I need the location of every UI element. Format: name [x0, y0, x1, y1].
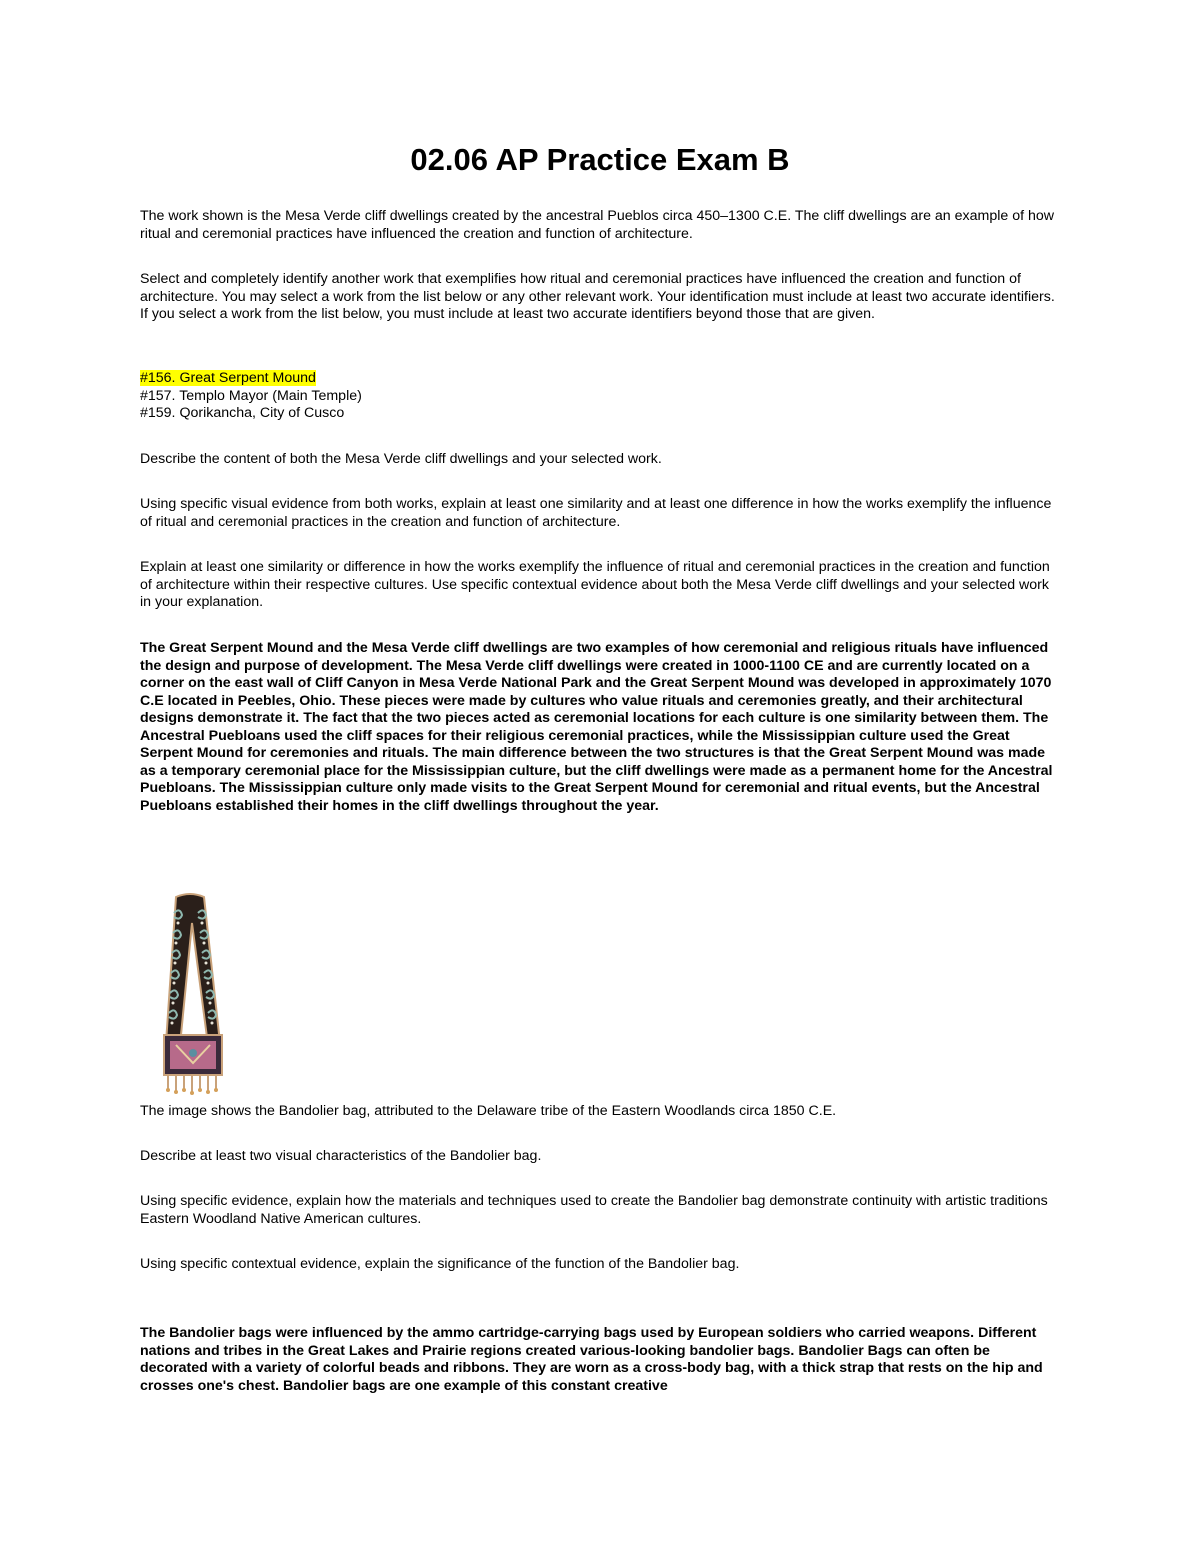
image-caption: The image shows the Bandolier bag, attributed to the Delaware tribe of the Eastern Woodlands circa 1850 C.E. — [140, 1103, 837, 1119]
question-function-significance: Using specific contextual evidence, explain the significance of the function of the Bandolier bag. — [140, 1256, 740, 1272]
answer-architecture: The Great Serpent Mound and the Mesa Verde cliff dwellings are two examples of how ceremonial and religious rituals have influenced the design and purpose of development. The Mesa Verde cliff dwellings were created in 1000-1100 CE and are currently located on a corner on the east wall of Cliff Canyon in Mesa Verde National Park and the Great Serpent Mound was developed in approximately 1070 C.E located in Peebles, Ohio. These pieces were made by cultures who value rituals and ceremonies greatly, and their architectural designs demonstrate it. The fact that the two pieces acted as ceremonial locations for each culture is one similarity between them. The Ancestral Puebloans used the cliff spaces for their religious ceremonial practices, while the Mississippian culture used the Great Serpent Mound for ceremonies and rituals. The main difference between the two structures is that the Great Serpent Mound was made as a temporary ceremonial place for the Mississippian culture, but the cliff dwellings were made as a permanent home for the Ancestral Puebloans. The Mississippian culture only made visits to the Great Serpent Mound for ceremonial and ritual events, but the Ancestral Puebloans established their homes in the cliff dwellings throughout the year. — [140, 640, 1053, 814]
question-visual-evidence: Using specific visual evidence from both works, explain at least one similarity and at least one difference in how the works exemplify the influence of ritual and ceremonial practices in the creation and function of architecture. — [140, 496, 1052, 530]
page-title: 02.06 AP Practice Exam B — [410, 142, 790, 177]
instruction-paragraph: Select and completely identify another work that exemplifies how ritual and ceremonial practices have influenced the creation and function of architecture. You may select a work from the list below or any other relevant work. Your identification must include at least two accurate identifiers. If you select a work from the list below, you must include at least two accurate identifiers beyond those that are given. — [140, 271, 1055, 322]
question-describe-content: Describe the content of both the Mesa Verde cliff dwellings and your selected work. — [140, 451, 662, 467]
list-item — [140, 370, 1060, 388]
list-item: #157. Templo Mayor (Main Temple) — [140, 387, 362, 404]
question-visual-characteristics: Describe at least two visual characteristics of the Bandolier bag. — [140, 1148, 542, 1164]
answer-bandolier: The Bandolier bags were influenced by the ammo cartridge-carrying bags used by European soldiers who carried weapons. Different nations and tribes in the Great Lakes and Prairie regions created various-looking bandolier bags. Bandolier Bags can often be decorated with a variety of colorful beads and ribbons. They are worn as a cross-body bag, with a thick strap that rests on the hip and crosses one's chest. Bandolier bags are one example of this constant creative — [140, 1325, 1043, 1394]
bandolier-bag-image — [146, 893, 238, 1096]
highlighted-work: #156. Great Serpent Mound — [140, 370, 316, 386]
intro-paragraph: The work shown is the Mesa Verde cliff dwellings created by the ancestral Pueblos circa 450–1300 C.E. The cliff dwellings are an example of how ritual and ceremonial practices have influenced the creation and function of architecture. — [140, 208, 1055, 242]
question-materials-techniques: Using specific evidence, explain how the materials and techniques used to create the Bandolier bag demonstrate continuity with artistic traditions Eastern Woodland Native American cultures. — [140, 1193, 1048, 1227]
list-item: #159. Qorikancha, City of Cusco — [140, 405, 345, 421]
question-contextual-evidence: Explain at least one similarity or difference in how the works exemplify the influence of ritual and ceremonial practices in the creation and function of architecture within their respective cultures. Use specific contextual evidence about both the Mesa Verde cliff dwellings and your selected work in your explanation. — [140, 559, 1050, 610]
works-list — [140, 370, 1060, 423]
